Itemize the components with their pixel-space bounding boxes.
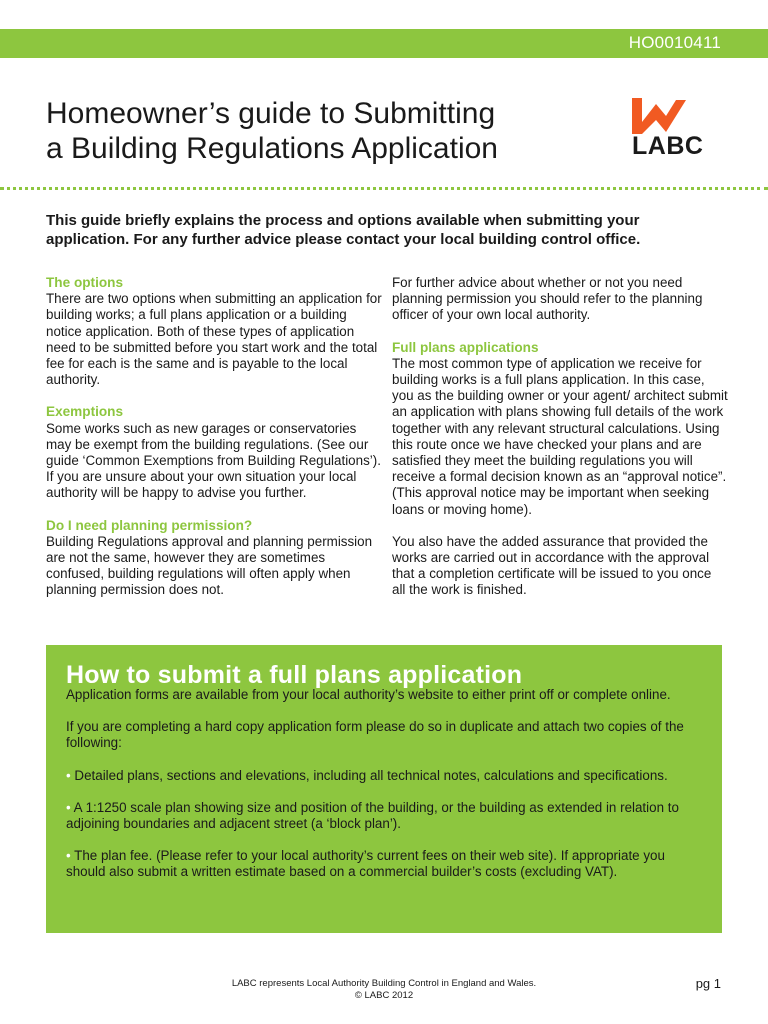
labc-logo [632, 94, 722, 160]
exemptions-text: Some works such as new garages or conservatories may be exempt from the building regulations. (See our guide ‘Common Exemptions from Building Regulations’). If you are unsure about your own situation your local authority will be happy to advise you further. [46, 420, 381, 501]
bullet-icon: • [66, 848, 71, 864]
exemptions-heading: Exemptions [46, 404, 124, 420]
intro-text: This guide briefly explains the process and options available when submitting your application. For any further advice please contact your local building control office. [46, 212, 641, 248]
full-plans-heading: Full plans applications [392, 339, 539, 355]
submit-heading: How to submit a full plans application [66, 661, 523, 689]
bullet-text: Detailed plans, sections and elevations, including all technical notes, calculations and specifications. [70, 767, 668, 783]
bullet-item [66, 768, 706, 784]
bullet-icon: • [66, 799, 71, 815]
logo-text: LABC [632, 132, 704, 160]
submit-info-box [46, 645, 722, 933]
page-title [46, 96, 566, 166]
submit-para-2: If you are completing a hard copy application form please do so in duplicate and attach two copies of the following: [66, 719, 684, 751]
dotted-divider [0, 187, 768, 190]
options-text: There are two options when submitting an application for building works; a full plans application or a building notice application. Both of these types of application need to be submitted before you start work and the total fee for each is the same and is payable to the local authority. [46, 291, 382, 388]
bullet-item [66, 800, 706, 832]
bullet-icon: • [66, 767, 71, 783]
footer-line-1: LABC represents Local Authority Building Control in England and Wales. [231, 978, 537, 989]
bullet-item [66, 848, 706, 880]
assurance-text: You also have the added assurance that provided the works are carried out in accordance with the approval that a completion certificate will be issued to you once all the work is finished. [392, 533, 712, 598]
footer [0, 978, 768, 1002]
right-column [392, 275, 728, 599]
labc-roof-icon [632, 94, 700, 134]
title-line-2: a Building Regulations Application [46, 132, 498, 165]
submit-para-1: Application forms are available from your local authority’s website to either print off or complete online. [66, 687, 671, 702]
bullet-text: A 1:1250 scale plan showing size and position of the building, or the building as extended in relation to adjoining boundaries and adjacent street (a ‘block plan’). [66, 799, 679, 832]
options-heading: The options [46, 275, 124, 290]
title-line-1: Homeowner’s guide to Submitting [46, 97, 496, 130]
planning-heading: Do I need planning permission? [46, 517, 253, 533]
document-code: HO0010411 [628, 33, 721, 52]
submit-body [66, 687, 706, 897]
bullet-text: The plan fee. (Please refer to your local authority’s current fees on their web site). If appropriate you should also submit a written estimate based on a commercial builder’s costs (excluding VAT). [66, 848, 665, 880]
page-number: pg 1 [695, 976, 721, 991]
footer-copyright: © LABC 2012 [354, 990, 414, 1001]
header-bar [0, 29, 768, 58]
full-plans-text: The most common type of application we receive for building works is a full plans application. In this case, you as the building owner or your agent/ architect submit an application with plans showing full details of the work together with any relevant structural calculations. Using this route once we have checked your plans and are satisfied they meet the building regulations you will receive a formal decision known as an “approval notice”. (This approval notice may be important when seeking loans or moving home). [392, 355, 728, 517]
left-column [46, 275, 382, 599]
planning-text: Building Regulations approval and planning permission are not the same, however they are sometimes confused, building regulations will often apply when planning permission does not. [46, 533, 373, 598]
advice-text: For further advice about whether or not you need planning permission you should refer to the planning officer of your own local authority. [392, 275, 703, 323]
